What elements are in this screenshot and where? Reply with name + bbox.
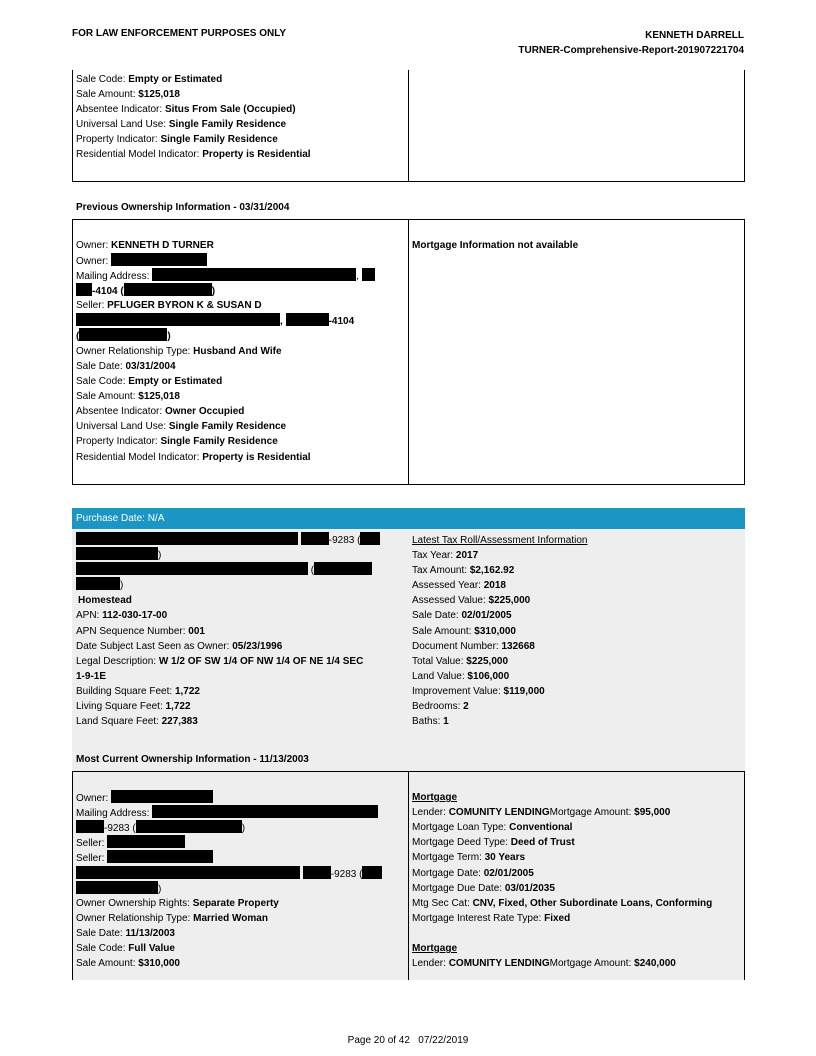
sale-date-row: Sale Date: 11/13/2003 <box>76 928 175 939</box>
page-footer: Page 20 of 42 07/22/2019 <box>347 1035 469 1046</box>
land-sqft-row: Land Square Feet: 227,383 <box>76 716 198 727</box>
redaction <box>301 532 329 545</box>
redaction <box>76 562 308 575</box>
report-subject-name: KENNETH DARRELL <box>645 30 744 41</box>
report-title <box>518 28 744 58</box>
bedrooms-row: Bedrooms: 2 <box>412 701 469 712</box>
absentee-row: Absentee Indicator: Owner Occupied <box>76 406 245 417</box>
mortgage2-title: Mortgage <box>412 943 457 954</box>
building-sqft-row: Building Square Feet: 1,722 <box>76 686 200 697</box>
residential-model-row: Residential Model Indicator: Property is Residential <box>76 149 311 160</box>
owner2-row: Owner: <box>76 253 207 268</box>
property-address2-row: ( <box>76 562 372 577</box>
redaction <box>362 866 382 879</box>
last-seen-row: Date Subject Last Seen as Owner: 05/23/1996 <box>76 641 283 652</box>
redaction <box>303 866 331 879</box>
seller-address-row: -9283 ( <box>76 866 382 881</box>
redaction <box>76 547 158 560</box>
property-address-row: -9283 ( <box>76 532 380 547</box>
mortgage-title: Mortgage <box>412 792 457 803</box>
mailing-address-row: Mailing Address: , <box>76 268 375 283</box>
previous-ownership-title: Previous Ownership Information - 03/31/2004 <box>76 202 290 213</box>
land-use-row: Universal Land Use: Single Family Residence <box>76 119 287 130</box>
total-value-row: Total Value: $225,000 <box>412 656 509 667</box>
improvement-value-row: Improvement Value: $119,000 <box>412 686 545 697</box>
sale-date-row: Sale Date: 02/01/2005 <box>412 610 512 621</box>
seller-address-row: , -4104 <box>76 313 354 328</box>
relationship-row: Owner Relationship Type: Husband And Wife <box>76 346 282 357</box>
redaction <box>107 835 185 848</box>
column-divider <box>408 219 409 485</box>
redaction <box>152 805 378 818</box>
assessed-value-row: Assessed Value: $225,000 <box>412 595 531 606</box>
redaction <box>76 283 92 296</box>
redaction <box>107 850 213 863</box>
redaction <box>76 577 120 590</box>
deed-type-row: Mortgage Deed Type: Deed of Trust <box>412 837 575 848</box>
ownership-rights-row: Owner Ownership Rights: Separate Property <box>76 898 279 909</box>
column-divider <box>408 70 409 182</box>
redaction <box>76 532 298 545</box>
mortgage-term-row: Mortgage Term: 30 Years <box>412 852 526 863</box>
mailing-zip-row: -9283 ( ) <box>76 820 245 835</box>
seller-phone-row: ) <box>76 881 161 896</box>
residential-model-row: Residential Model Indicator: Property is Residential <box>76 452 311 463</box>
baths-row: Baths: 1 <box>412 716 449 727</box>
redaction <box>76 313 280 326</box>
relationship-row: Owner Relationship Type: Married Woman <box>76 913 268 924</box>
land-value-row: Land Value: $106,000 <box>412 671 510 682</box>
redaction <box>362 268 375 281</box>
column-divider <box>408 771 409 980</box>
sale-code-row: Sale Code: Empty or Estimated <box>76 74 223 85</box>
sale-amount-row: Sale Amount: $125,018 <box>76 89 180 100</box>
redaction <box>76 881 158 894</box>
property-phone2-row: ) <box>76 577 123 592</box>
redaction <box>314 562 372 575</box>
purchase-date-banner: Purchase Date: N/A <box>72 508 745 529</box>
loan-type-row: Mortgage Loan Type: Conventional <box>412 822 573 833</box>
apn-row: APN: 112-030-17-00 <box>76 610 168 621</box>
sale-amount-row: Sale Amount: $310,000 <box>76 958 180 969</box>
owner-row: Owner: KENNETH D TURNER <box>76 240 214 251</box>
mtg-sec-cat-row: Mtg Sec Cat: CNV, Fixed, Other Subordinate Loans, Conforming <box>412 898 713 909</box>
legal-description-cont: 1-9-1E <box>76 671 107 682</box>
redaction <box>286 313 329 326</box>
current-ownership-title: Most Current Ownership Information - 11/13/2003 <box>76 754 309 765</box>
redaction <box>360 532 380 545</box>
lender2-row: Lender: COMUNITY LENDINGMortgage Amount: $240,000 <box>412 958 676 969</box>
seller-row: Seller: <box>76 835 185 850</box>
lender-row: Lender: COMUNITY LENDINGMortgage Amount: $95,000 <box>412 807 671 818</box>
homestead-label: Homestead <box>78 595 132 606</box>
seller-row: Seller: PFLUGER BYRON K & SUSAN D <box>76 300 262 311</box>
redaction <box>79 328 167 341</box>
apn-sequence-row: APN Sequence Number: 001 <box>76 626 205 637</box>
seller2-row: Seller: <box>76 850 213 865</box>
property-indicator-row: Property Indicator: Single Family Residence <box>76 436 278 447</box>
redaction <box>136 820 242 833</box>
redaction <box>76 866 300 879</box>
property-indicator-row: Property Indicator: Single Family Residence <box>76 134 278 145</box>
tax-amount-row: Tax Amount: $2,162.92 <box>412 565 515 576</box>
document-number-row: Document Number: 132668 <box>412 641 535 652</box>
mailing-zip-row: -4104 ( ) <box>76 283 215 298</box>
tax-year-row: Tax Year: 2017 <box>412 550 479 561</box>
land-use-row: Universal Land Use: Single Family Residence <box>76 421 287 432</box>
legal-description-row: Legal Description: W 1/2 OF SW 1/4 OF NW 1/4 OF NE 1/4 SEC <box>76 656 364 667</box>
redaction <box>124 283 212 296</box>
redaction <box>76 820 104 833</box>
property-phone-row: ) <box>76 547 161 562</box>
redaction <box>111 253 207 266</box>
absentee-row: Absentee Indicator: Situs From Sale (Occupied) <box>76 104 296 115</box>
redaction <box>152 268 356 281</box>
mailing-address-row: Mailing Address: <box>76 805 378 820</box>
sale-amount-row: Sale Amount: $310,000 <box>412 626 516 637</box>
report-disclaimer: FOR LAW ENFORCEMENT PURPOSES ONLY <box>72 28 287 39</box>
owner-row: Owner: <box>76 790 213 805</box>
redaction <box>111 790 213 803</box>
sale-date-row: Sale Date: 03/31/2004 <box>76 361 176 372</box>
tax-roll-title: Latest Tax Roll/Assessment Information <box>412 535 588 546</box>
assessed-year-row: Assessed Year: 2018 <box>412 580 506 591</box>
mortgage-not-available: Mortgage Information not available <box>412 240 579 251</box>
seller-phone-row: ( ) <box>76 328 171 343</box>
mortgage-due-row: Mortgage Due Date: 03/01/2035 <box>412 883 555 894</box>
sale-code-row: Sale Code: Empty or Estimated <box>76 376 223 387</box>
interest-rate-row: Mortgage Interest Rate Type: Fixed <box>412 913 571 924</box>
sale-code-row: Sale Code: Full Value <box>76 943 175 954</box>
mortgage-date-row: Mortgage Date: 02/01/2005 <box>412 868 534 879</box>
sale-amount-row: Sale Amount: $125,018 <box>76 391 180 402</box>
living-sqft-row: Living Square Feet: 1,722 <box>76 701 191 712</box>
report-id: TURNER-Comprehensive-Report-201907221704 <box>518 45 744 56</box>
